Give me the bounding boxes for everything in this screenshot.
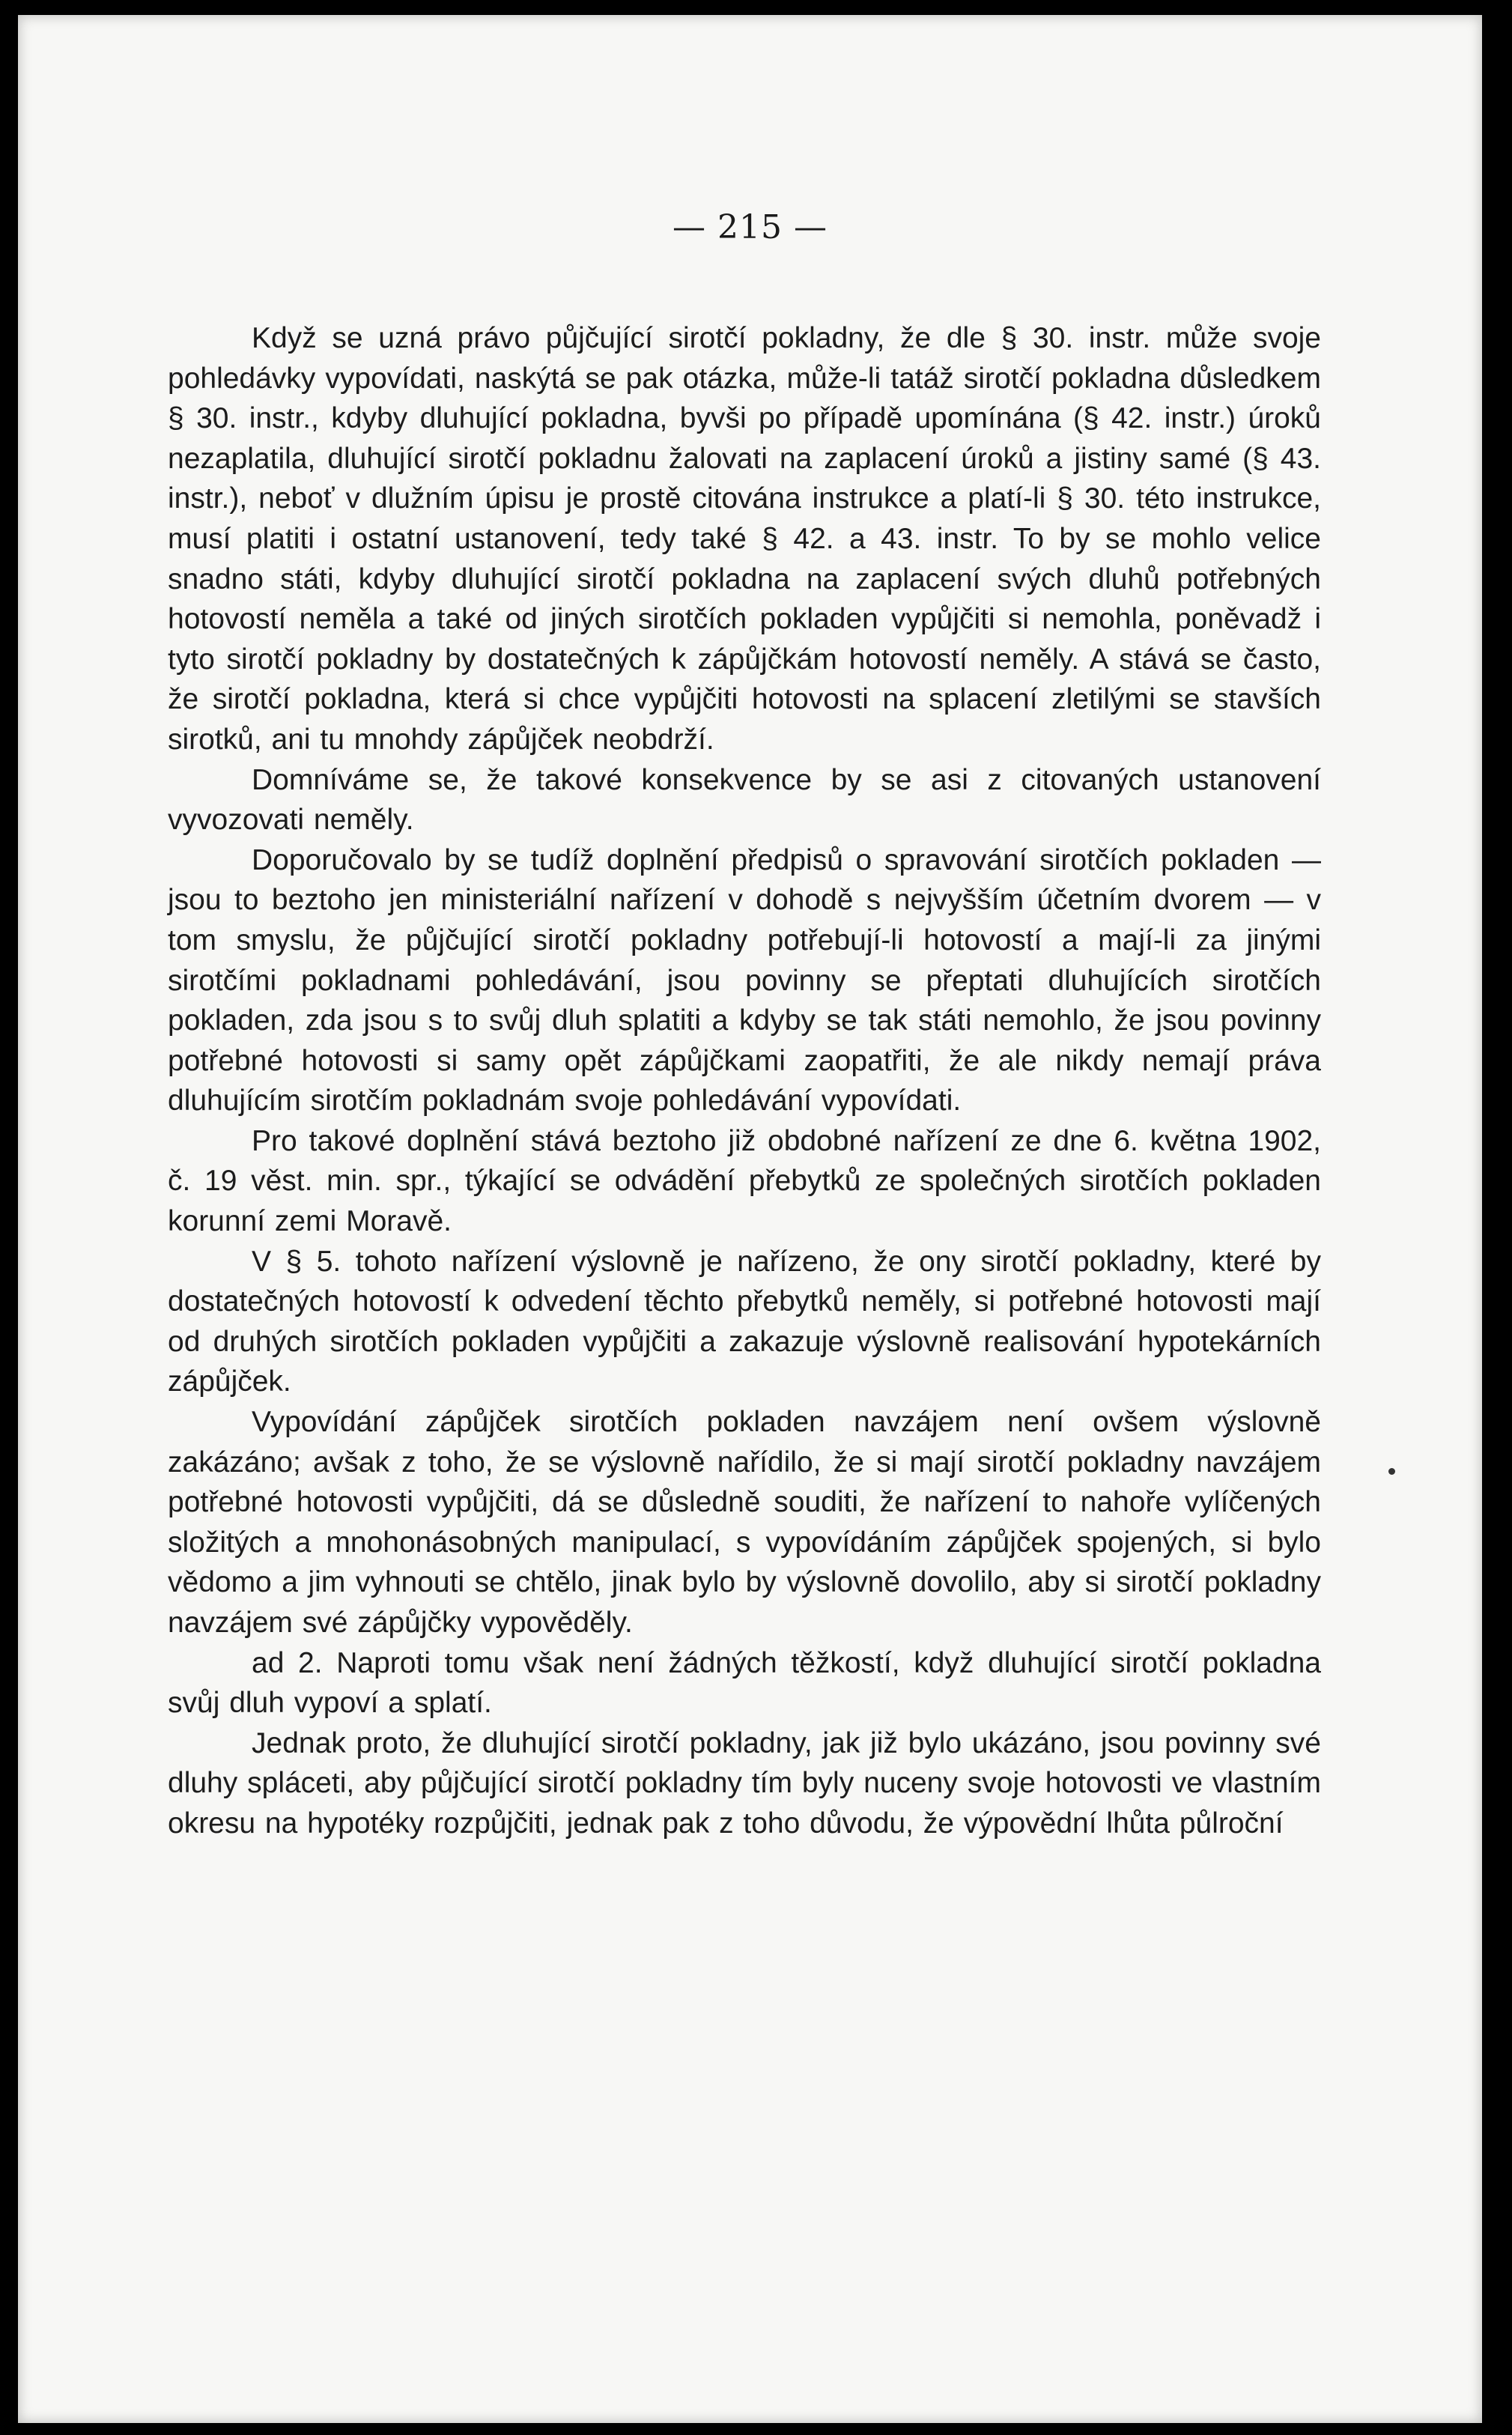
paragraph-6: Vypovídání zápůjček sirotčích pokladen navzájem není ovšem výslovně zakázáno; avšak z toho, že se výslovně nařídilo, že si mají sirotčí pokladny navzájem potřebné hotovosti vypůjčiti, dá se důsledně souditi, že nařízení to nahoře vylíčených složitých a mnohonásobných manipulací, s vypovídáním zápůjček spojených, si bylo vědomo a jim vyhnouti se chtělo, jinak bylo by výslovně dovolilo, aby si sirotčí pokladny navzájem své zápůjčky vypověděly. — [168, 1406, 1321, 1639]
scan-speck — [1388, 1468, 1395, 1475]
paragraph-3: Doporučovalo by se tudíž doplnění předpisů o spravování sirotčích pokladen — jsou to beztoho jen ministeriální nařízení v dohodě s nejvyšším účetním dvorem — v tom smyslu, že půjčující sirotčí pokladny potřebují-li hotovostí a mají-li za jinými sirotčími pokladnami pohledávání, jsou povinny se přeptati dluhujících sirotčích pokladen, zda jsou s to svůj dluh splatiti a kdyby se tak státi nemohlo, že jsou povinny potřebné hotovosti si samy opět zápůjčkami zaopatřiti, že ale nikdy nemají práva dluhujícím sirotčím pokladnám svoje pohledávání vypovídati. — [168, 843, 1321, 1118]
body-text — [168, 318, 1321, 1844]
paragraph-2: Domníváme se, že takové konsekvence by se asi z citovaných ustanovení vyvozovati neměly. — [168, 763, 1321, 837]
page-number: — 215 — — [672, 208, 828, 246]
paragraph-8: Jednak proto, že dluhující sirotčí pokladny, jak již bylo ukázáno, jsou povinny své dluhy spláceti, aby půjčující sirotčí pokladny tím byly nuceny svoje hotovosti ve vlastním okresu na hypotéky rozpůjčiti, jednak pak z toho důvodu, že výpovědní lhůta půlroční — [168, 1726, 1321, 1840]
paragraph-7: ad 2. Naproti tomu však není žádných těžkostí, když dluhující sirotčí pokladna svůj dluh vypoví a splatí. — [168, 1646, 1321, 1720]
paragraph-1: Když se uzná právo půjčující sirotčí pokladny, že dle § 30. instr. může svoje pohledávky vypovídati, naskýtá se pak otázka, může-li tatáž sirotčí pokladna důsledkem § 30. instr., kdyby dluhující pokladna, byvši po případě upomínána (§ 42. instr.) úroků nezaplatila, dluhující sirotčí pokladnu žalovati na zaplacení úroků a jistiny samé (§ 43. instr.), neboť v dlužním úpisu je prostě citována instrukce a platí-li § 30. této instrukce, musí platiti i ostatní ustanovení, tedy také § 42. a 43. instr. To by se mohlo velice snadno státi, kdyby dluhující sirotčí pokladna na zaplacení svých dluhů potřebných hotovostí neměla a také od jiných sirotčích pokladen vypůjčiti si nemohla, poněvadž i tyto sirotčí pokladny by dostatečných k zápůjčkám hotovostí neměly. A stává se často, že sirotčí pokladna, která si chce vypůjčiti hotovosti na splacení zletilými se stavších sirotků, ani tu mnohdy zápůjček neobdrží. — [168, 322, 1321, 756]
paragraph-4: Pro takové doplnění stává beztoho již obdobné nařízení ze dne 6. května 1902, č. 19 věst. min. spr., týkající se odvádění přebytků ze společných sirotčích pokladen korunní zemi Moravě. — [168, 1124, 1321, 1238]
document-page — [18, 15, 1482, 2423]
paragraph-5: V § 5. tohoto nařízení výslovně je nařízeno, že ony sirotčí pokladny, které by dostatečných hotovostí k odvedení těchto přebytků neměly, si potřebné hotovosti mají od druhých sirotčích pokladen vypůjčiti a zakazuje výslovně realisování hypotekárních zápůjček. — [168, 1245, 1321, 1398]
